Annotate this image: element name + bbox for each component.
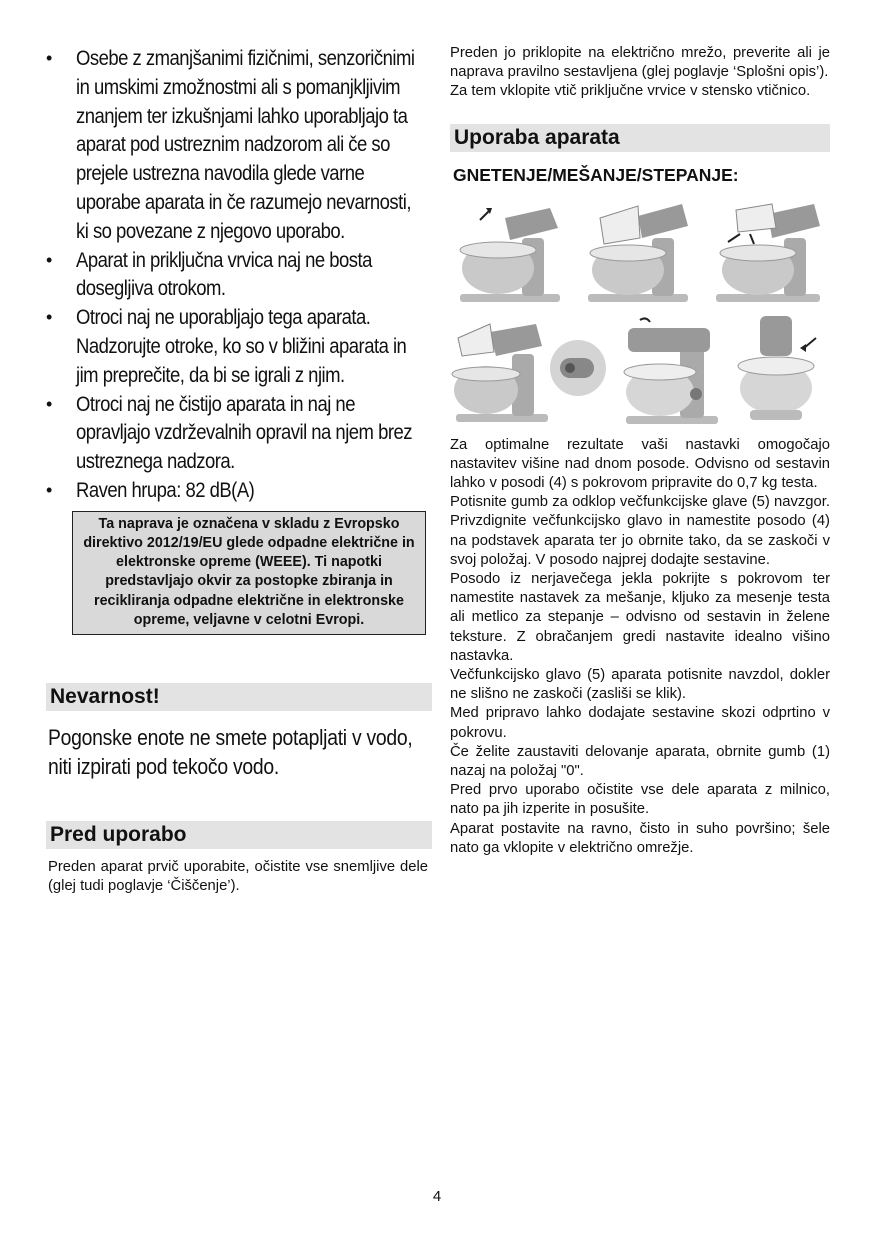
instructions-block — [450, 436, 830, 858]
mixer-illustration — [450, 316, 610, 428]
bullet-item: • Otroci naj ne čistijo aparata in naj ne opravljajo vzdrževalnih opravil na njem brez ustreznega nadzora. — [46, 391, 412, 474]
before-use-text: Preden aparat prvič uporabite, očistite vse snemljive dele (glej tudi poglavje ‘Čiščenje’). — [48, 858, 428, 894]
danger-text: Pogonske enote ne smete potapljati v vodo, niti izpirati pod tekočo vodo. — [48, 724, 413, 779]
mixer-illustration — [620, 316, 724, 428]
before-use-heading: Pred uporabo — [46, 821, 432, 849]
right-column — [450, 44, 830, 858]
instruction-paragraph: Večfunkcijsko glavo (5) aparata potisnite navzdol, dokler ne slišno ne zaskoči (zasliši se klik). — [450, 667, 830, 703]
intro-paragraph: Za tem vklopite vtič priključne vrvice v stensko vtičnico. — [450, 83, 811, 100]
usage-subheading: GNETENJE/MEŠANJE/STEPANJE: — [453, 164, 739, 185]
bullet-item: • Otroci naj ne uporabljajo tega aparata. Nadzorujte otroke, ko so v bližini aparata in jim preprečite, da bi se igrali z njim. — [46, 305, 407, 387]
usage-heading: Uporaba aparata — [450, 124, 830, 152]
instruction-paragraph: Med pripravo lahko dodajate sestavine skozi odprtino v pokrovu. — [450, 705, 830, 741]
page-number: 4 — [432, 1188, 442, 1205]
instruction-paragraph: Potisnite gumb za odklop večfunkcijske glave (5) navzgor. Privzdignite večfunkcijsko glavo in namestite posodo (4) na podstavek aparata ter jo obrnite tako, da se zaskoči v svoj položaj. V posodo najprej dodajte sestavine. — [450, 494, 830, 568]
mixer-illustration — [450, 198, 570, 308]
instruction-paragraph: Aparat postavite na ravno, čisto in suho površino; šele nato ga vklopite v električno omrežje. — [450, 820, 830, 856]
mixer-illustration — [706, 198, 830, 308]
bullet-item: • Raven hrupa: 82 dB(A) — [46, 477, 255, 502]
mixer-illustration — [734, 316, 830, 428]
instruction-paragraph: Če želite zaustaviti delovanje aparata, obrnite gumb (1) nazaj na položaj "0". — [450, 743, 830, 780]
left-column — [46, 44, 428, 896]
instruction-paragraph: Posodo iz nerjavečega jekla pokrijte s pokrovom ter namestite nastavek za mešanje, kljuko za mesenje testa ali metlico za stepanje – odvisno od sestavin in želene teksture. Z obračanjem gredi nastavite idealno višino nastavka. — [450, 571, 830, 664]
bullet-item: • Osebe z zmanjšanimi fizičnimi, senzoričnimi in umskimi zmožnostmi ali s pomanjkljivim znanjem ter izkušnjami lahko uporabljajo ta aparat pod ustreznim nadzorom ali če so prejele ustrezna navodila glede varne uporabe aparata in če razumejo nevarnosti, ki so povezane z njegovo uporabo. — [46, 46, 415, 243]
instruction-paragraph: Za optimalne rezultate vaši nastavki omogočajo nastavitev višine nad dnom posode. Odvisno od sestavin lahko v posodi (4) s pokrovom pripravite do 0,7 kg testa. — [450, 436, 830, 492]
instruction-paragraph: Pred prvo uporabo očistite vse dele aparata z milnico, nato pa jih izperite in posušite. — [450, 782, 830, 818]
danger-heading: Nevarnost! — [46, 683, 432, 711]
intro-paragraph: Preden jo priklopite na električno mrežo, preverite ali je naprava pravilno sestavljena (glej poglavje ‘Splošni opis’). — [450, 45, 830, 81]
mixer-illustrations — [450, 198, 830, 428]
safety-bullet-list — [46, 44, 428, 505]
weee-notice-box: Ta naprava je označena v skladu z Evropsko direktivo 2012/19/EU glede odpadne električne in elektronske opreme (WEEE). Ti napotki predstavljajo okvir za postopke zbiranja in recikliranja odpadne električne in elektronske opreme, veljavne v celotni Evropi. — [72, 511, 426, 635]
bullet-item: • Aparat in priključna vrvica naj ne bosta dosegljiva otrokom. — [46, 247, 372, 301]
mixer-illustration — [578, 198, 698, 308]
